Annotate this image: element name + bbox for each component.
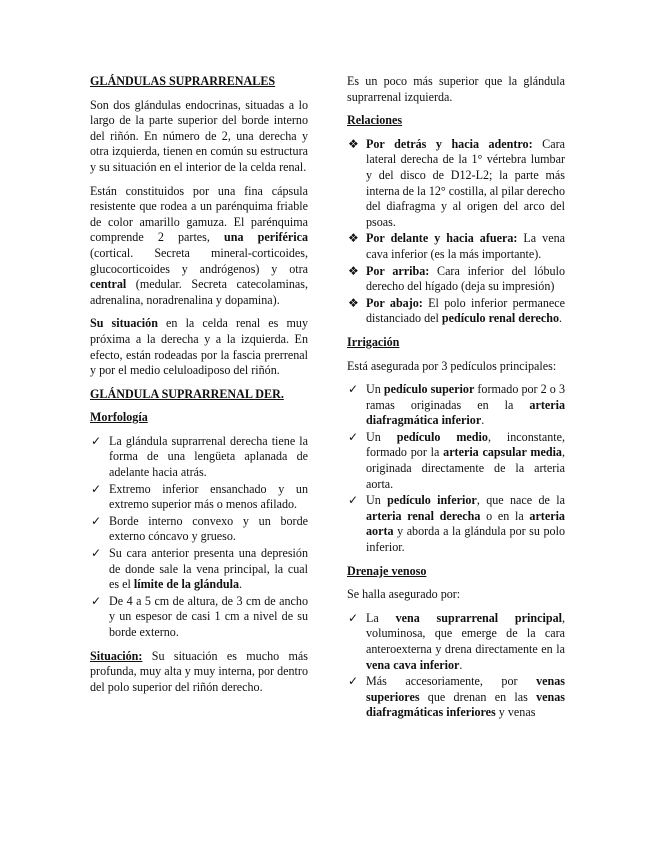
morfologia-list [90,434,308,641]
irrigacion-list [347,382,565,556]
list-item: ✓ Un pedículo inferior, que nace de la arteria renal derecha o en la arteria aorta y aborda a la glándula por su polo inferior. [348,493,566,555]
drenaje-intro: Se halla asegurado por: [347,587,461,602]
situation-paragraph: Su situación en la celda renal es muy próxima a la derecha y a la izquierda. En efecto, están rodeadas por la fascia prerrenal y por el medio celuloadiposo del riñón. [90,316,308,378]
list-item: ❖ Por detrás y hacia adentro: Cara lateral derecha de la 1° vértebra lumbar y del disco de D12-L2; la parte más interna de la 12° costilla, al pilar derecho del diafragma y al origen del arco del psoas. [348,136,565,229]
list-item: ✓ Más accesoriamente, por venas superiores que drenan en las venas diafragmáticas inferiores y venas [348,674,565,720]
morfologia-heading: Morfología [90,410,148,425]
section-title-right-gland: GLÁNDULA SUPRARRENAL DER. [90,386,284,401]
check-icon: ✓ [91,513,102,528]
list-item: ✓ La glándula suprarrenal derecha tiene la forma de una lengüeta aplanada de adelante hacia atrás. [91,433,308,480]
relaciones-heading: Relaciones [347,113,403,128]
diamond-bullet-icon: ❖ [348,263,359,278]
list-item: ✓ Un pedículo superior formado por 2 o 3 ramas originadas en la arteria diafragmática inferior. [348,382,565,428]
list-item: ❖ Por delante y hacia afuera: La vena cava inferior (es la más importante). [348,231,565,261]
intro-paragraph: Son dos glándulas endocrinas, situadas a lo largo de la parte superior del borde interno del riñón. En número de 2, una derecha y otra izquierda, tienen en común su estructura y su situación en el interior de la celda renal. [90,97,308,174]
structure-paragraph: Están constituidos por una fina cápsula resistente que rodea a un parénquima friable de color amarillo gamuza. El parénquima comprende 2 partes, una periférica (cortical. Secreta mineral-corticoides, glucocorticoides y andrógenos) y otra central (medular. Secreta catecolaminas, adrenalina, noradrenalina y dopamina). [90,183,308,307]
check-icon: ✓ [348,493,359,508]
irrigacion-intro: Está asegurada por 3 pedículos principales: [347,358,557,373]
situacion-paragraph: Situación: Su situación es mucho más profunda, muy alta y muy interna, por dentro del polo superior del riñón derecho. [90,648,308,694]
continuation-paragraph: Es un poco más superior que la glándula suprarrenal izquierda. [347,74,565,104]
check-icon: ✓ [348,382,359,397]
check-icon: ✓ [348,610,359,625]
list-item: ✓ Un pedículo medio, inconstante, formado por la arteria capsular media, originada directamente de la arteria aorta. [348,429,566,491]
drenaje-heading: Drenaje venoso [347,563,427,578]
diamond-bullet-icon: ❖ [348,295,359,310]
right-column [347,74,565,729]
document-title: GLÁNDULAS SUPRARRENALES [90,74,276,88]
list-item: ✓ De 4 a 5 cm de altura, de 3 cm de ancho y un espesor de casi 1 cm a nivel de su borde externo. [91,593,308,639]
list-item: ✓ Extremo inferior ensanchado y un extremo superior más o menos afilado. [91,481,308,512]
list-item: ❖ Por arriba: Cara inferior del lóbulo derecho del hígado (deja su impresión) [348,263,565,294]
diamond-bullet-icon: ❖ [348,136,359,151]
check-icon: ✓ [348,674,359,689]
check-icon: ✓ [91,593,102,608]
check-icon: ✓ [91,433,102,448]
check-icon: ✓ [91,546,102,561]
drenaje-list [347,611,565,721]
list-item: ❖ Por abajo: El polo inferior permanece distanciado del pedículo renal derecho. [348,295,565,326]
irrigacion-heading: Irrigación [347,334,400,349]
list-item: ✓ La vena suprarrenal principal, voluminosa, que emerge de la cara anteroexterna y drena directamente en la vena cava inferior. [348,610,566,672]
diamond-bullet-icon: ❖ [348,231,359,246]
check-icon: ✓ [348,429,359,444]
check-icon: ✓ [91,481,102,496]
list-item: ✓ Su cara anterior presenta una depresión de donde sale la vena principal, la cual es el límite de la glándula. [91,546,308,592]
left-column [90,74,308,703]
relaciones-list [347,137,565,327]
list-item: ✓ Borde interno convexo y un borde externo cóncavo y grueso. [91,513,308,544]
